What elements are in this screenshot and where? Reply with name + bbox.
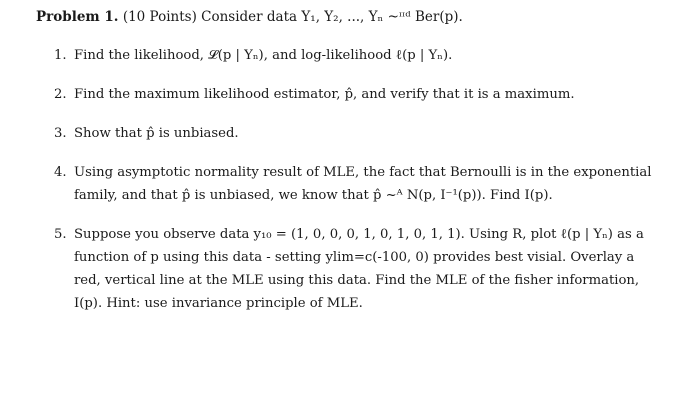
problem-heading bbox=[36, 8, 463, 26]
problem-list bbox=[54, 44, 652, 331]
item-number: 5. bbox=[54, 227, 67, 242]
item-number: 3. bbox=[54, 126, 67, 141]
item-text-line: family, and that p̂ is unbiased, we know that p̂ ~ᴬ N(p, I⁻¹(p)). Find I(p). bbox=[74, 188, 553, 203]
item-number: 4. bbox=[54, 165, 67, 180]
problem-item-5 bbox=[54, 223, 644, 315]
problem-intro: (10 Points) Consider data Y₁, Y₂, ..., Yₙ ~ᶦᶦᵈ Ber(p). bbox=[122, 9, 463, 25]
item-text-line: red, vertical line at the MLE using this data. Find the MLE of the fisher information, bbox=[74, 273, 640, 288]
item-number: 2. bbox=[54, 87, 67, 102]
item-text-line: Suppose you observe data y₁₀ = (1, 0, 0, 0, 1, 0, 1, 0, 1, 1). Using R, plot ℓ(p | Yₙ) as a bbox=[74, 227, 644, 242]
item-text-line: Using asymptotic normality result of MLE, the fact that Bernoulli is in the exponential bbox=[74, 165, 652, 180]
item-text-line: Find the maximum likelihood estimator, p̂, and verify that it is a maximum. bbox=[74, 87, 575, 102]
item-text-line: I(p). Hint: use invariance principle of MLE. bbox=[74, 296, 363, 311]
problem-item-4 bbox=[54, 161, 652, 207]
item-text-line: Show that p̂ is unbiased. bbox=[74, 126, 239, 141]
problem-item-1 bbox=[54, 44, 644, 67]
problem-label: Problem 1. bbox=[36, 9, 119, 25]
problem-item-2 bbox=[54, 83, 644, 106]
problem-item-3 bbox=[54, 122, 644, 145]
item-number: 1. bbox=[54, 48, 67, 63]
item-text-line: Find the likelihood, 𝓛(p | Yₙ), and log-likelihood ℓ(p | Yₙ). bbox=[74, 48, 453, 63]
item-text-line: function of p using this data - setting ylim=c(-100, 0) provides best visial. Overlay a bbox=[74, 250, 635, 265]
